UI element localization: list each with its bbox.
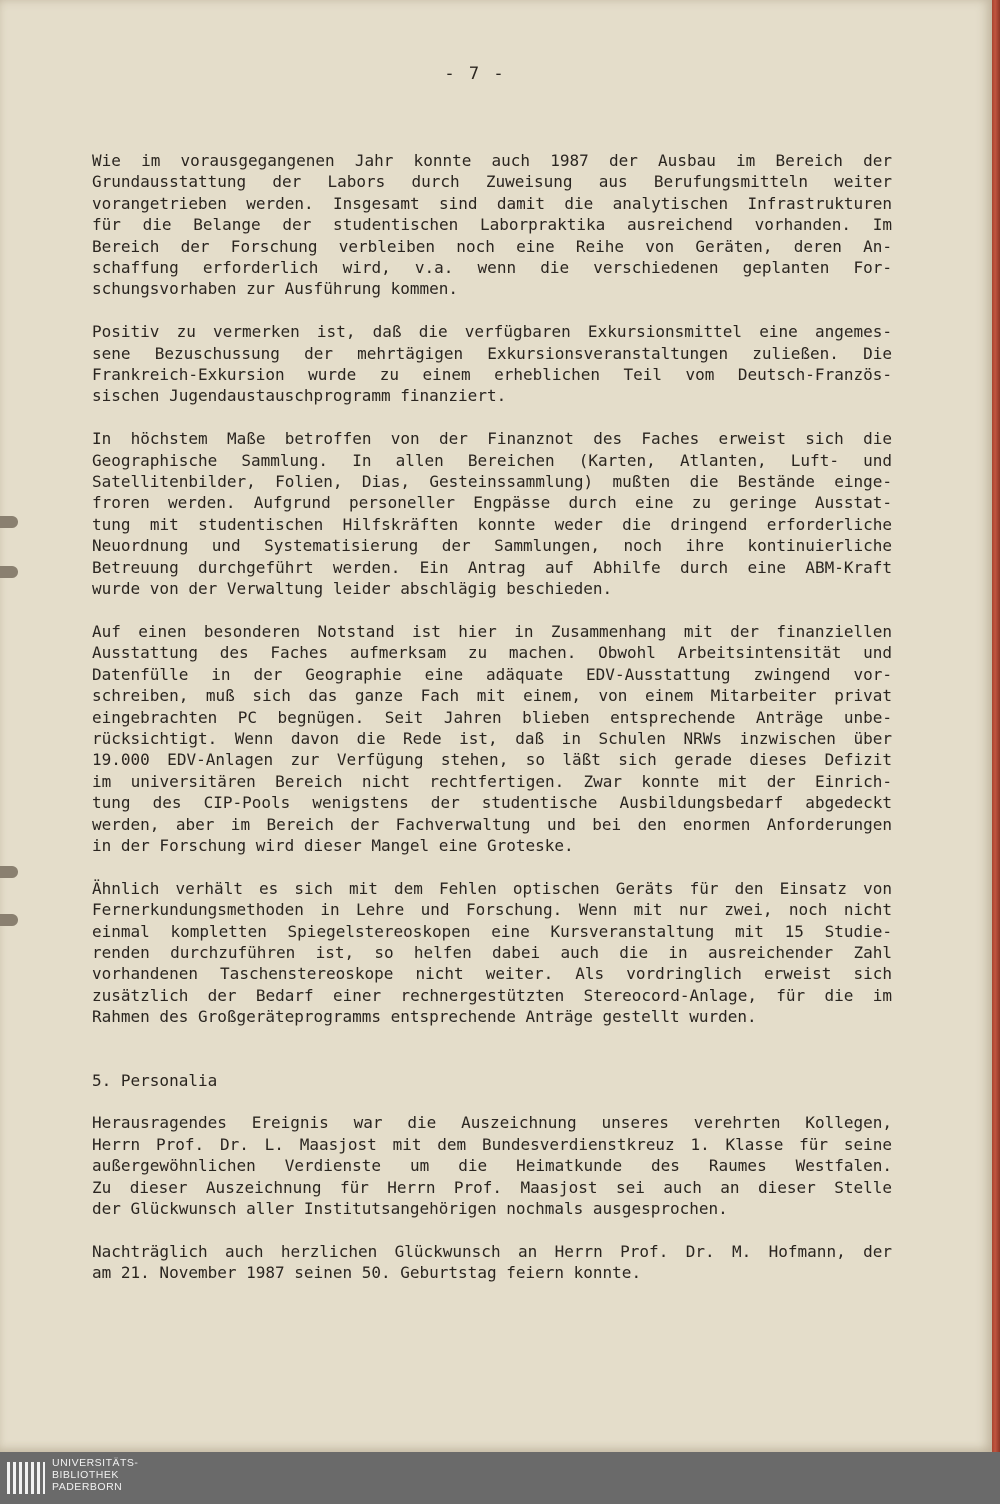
paragraph — [92, 428, 892, 599]
text-line: schaffung erforderlich wird, v.a. wenn die verschiedenen geplanten For- — [92, 258, 892, 278]
text-line: schungsvorhaben zur Ausführung kommen. — [92, 279, 459, 299]
punch-hole — [0, 866, 18, 878]
punch-hole — [0, 914, 18, 926]
text-line: vorhandenen Taschenstereoskope nicht weiter. Als vordringlich erweist sich — [92, 964, 892, 984]
paragraph — [92, 878, 892, 1028]
text-line: der Glückwunsch aller Institutsangehörigen nochmals ausgesprochen. — [92, 1199, 728, 1219]
text-line: eingebrachten PC begnügen. Seit Jahren blieben entsprechende Anträge unbe- — [92, 707, 892, 727]
text-line: vorangetrieben werden. Insgesamt sind damit die analytischen Infrastrukturen — [92, 193, 892, 213]
text-line: In höchstem Maße betroffen von der Finanznot des Faches erweist sich die — [92, 429, 892, 449]
binding-edge — [992, 0, 1000, 1452]
text-line: Satellitenbilder, Folien, Dias, Gesteinssammlung) mußten die Bestände einge- — [92, 472, 892, 492]
paragraph — [92, 1112, 892, 1219]
text-line: einmal kompletten Spiegelstereoskopen eine Kursveranstaltung mit 15 Studie- — [92, 921, 892, 941]
text-line: wurde von der Verwaltung leider abschlägig beschieden. — [92, 579, 613, 599]
text-line: schreiben, muß sich das ganze Fach mit einem, von einem Mitarbeiter privat — [92, 686, 892, 706]
text-line: werden, aber im Bereich der Fachverwaltung und bei den enormen Anforderungen — [92, 814, 892, 834]
text-line: am 21. November 1987 seinen 50. Geburtstag feiern konnte. — [92, 1263, 642, 1283]
text-line: Fernerkundungsmethoden in Lehre und Forschung. Wenn mit nur zwei, noch nicht — [92, 900, 892, 920]
text-line: Grundausstattung der Labors durch Zuweisung aus Berufungsmitteln weiter — [92, 172, 892, 192]
text-line: renden durchzuführen ist, so helfen dabei auch die in ausreichender Zahl — [92, 942, 892, 962]
text-line: Ausstattung des Faches aufmerksam zu machen. Obwohl Arbeitsintensität und — [92, 643, 892, 663]
text-line: in der Forschung wird dieser Mangel eine Groteske. — [92, 835, 574, 855]
text-line: froren werden. Aufgrund personeller Engpässe durch eine zu geringe Ausstat- — [92, 493, 892, 513]
body-text — [92, 150, 892, 1305]
paragraph — [92, 621, 892, 856]
text-line: Rahmen des Großgeräteprogramms entsprechende Anträge gestellt wurden. — [92, 1007, 757, 1027]
text-line: Nachträglich auch herzlichen Glückwunsch an Herrn Prof. Dr. M. Hofmann, der — [92, 1241, 892, 1261]
text-line: Bereich der Forschung verbleiben noch eine Reihe von Geräten, deren An- — [92, 236, 892, 256]
text-line: Geographische Sammlung. In allen Bereichen (Karten, Atlanten, Luft- und — [92, 450, 892, 470]
library-name — [52, 1457, 138, 1493]
text-line: sischen Jugendaustauschprogramm finanziert. — [92, 386, 507, 406]
text-line: 19.000 EDV-Anlagen zur Verfügung stehen, so läßt sich gerade dieses Defizit — [92, 750, 892, 770]
section-heading: 5. Personalia — [92, 1070, 218, 1090]
text-line: Herrn Prof. Dr. L. Maasjost mit dem Bundesverdienstkreuz 1. Klasse für seine — [92, 1134, 892, 1154]
text-line: sene Bezuschussung der mehrtägigen Exkursionsveranstaltungen zuließen. Die — [92, 343, 892, 363]
library-name-line: BIBLIOTHEK — [52, 1469, 119, 1481]
text-line: zusätzlich der Bedarf einer rechnergestützten Stereocord-Anlage, für die im — [92, 985, 892, 1005]
paragraph — [92, 150, 892, 300]
text-line: tung mit studentischen Hilfskräften konnte weder die dringend erforderliche — [92, 514, 892, 534]
punch-hole — [0, 566, 18, 578]
text-line: Frankreich-Exkursion wurde zu einem erheblichen Teil vom Deutsch-Französ- — [92, 365, 892, 385]
punch-hole — [0, 516, 18, 528]
text-line: Auf einen besonderen Notstand ist hier in Zusammenhang mit der finanziellen — [92, 621, 892, 641]
paragraph — [92, 1241, 892, 1284]
library-logo-icon — [6, 1458, 46, 1498]
library-name-line: PADERBORN — [52, 1481, 123, 1493]
text-line: Neuordnung und Systematisierung der Sammlungen, noch ihre kontinuierliche — [92, 536, 892, 556]
text-line: Datenfülle in der Geographie eine adäquate EDV-Ausstattung zwingend vor- — [92, 664, 892, 684]
paragraph — [92, 321, 892, 407]
page-number: - 7 - — [444, 64, 506, 84]
text-line: rücksichtigt. Wenn davon die Rede ist, daß in Schulen NRWs inzwischen über — [92, 728, 892, 748]
text-line: Herausragendes Ereignis war die Auszeichnung unseres verehrten Kollegen, — [92, 1113, 892, 1133]
text-line: im universitären Bereich nicht rechtfertigen. Zwar konnte mit der Einrich- — [92, 771, 892, 791]
text-line: Betreuung durchgeführt werden. Ein Antrag auf Abhilfe durch eine ABM-Kraft — [92, 557, 892, 577]
text-line: für die Belange der studentischen Laborpraktika ausreichend vorhanden. Im — [92, 215, 892, 235]
text-line: tung des CIP-Pools wenigstens der studentische Ausbildungsbedarf abgedeckt — [92, 793, 892, 813]
library-name-line: UNIVERSITÄTS- — [52, 1457, 139, 1469]
text-line: außergewöhnlichen Verdienste um die Heimatkunde des Raumes Westfalen. — [92, 1156, 892, 1176]
text-line: Positiv zu vermerken ist, daß die verfügbaren Exkursionsmittel eine angemes- — [92, 322, 892, 342]
text-line: Wie im vorausgegangenen Jahr konnte auch 1987 der Ausbau im Bereich der — [92, 151, 892, 170]
text-line: Ähnlich verhält es sich mit dem Fehlen optischen Geräts für den Einsatz von — [92, 878, 892, 898]
text-line: Zu dieser Auszeichnung für Herrn Prof. Maasjost sei auch an dieser Stelle — [92, 1177, 892, 1197]
footer-bar — [0, 1452, 1000, 1504]
